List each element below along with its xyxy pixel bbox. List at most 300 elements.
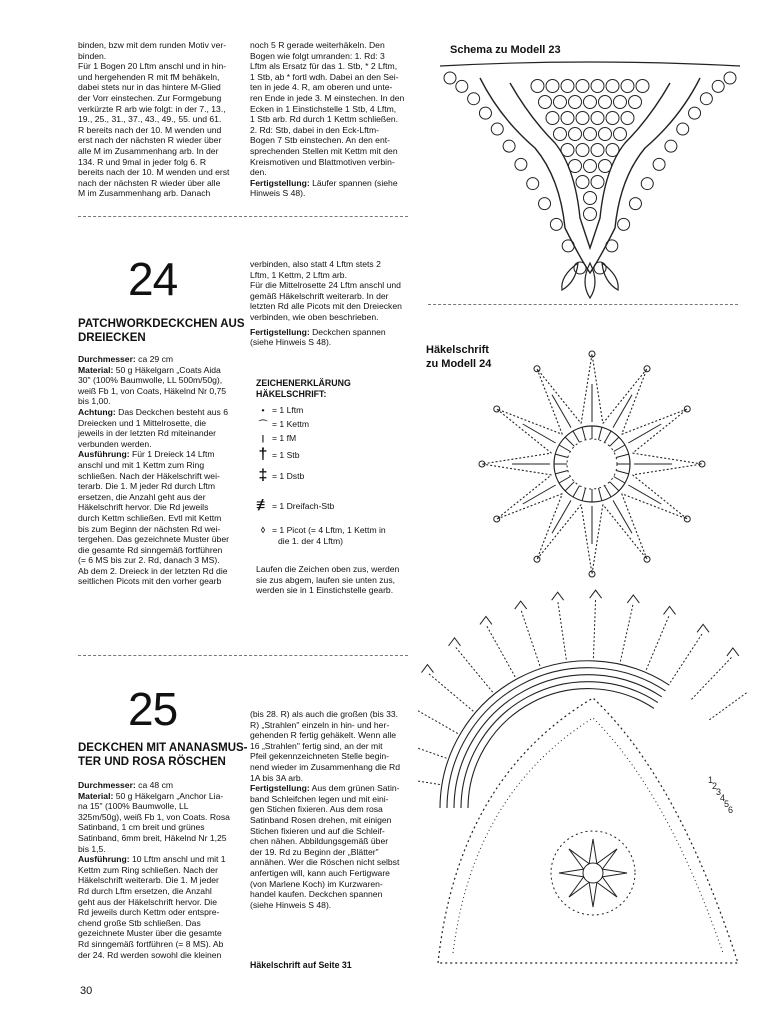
schema23-circle xyxy=(546,112,559,125)
field-text: Für 1 Dreieck 14 Lftm xyxy=(129,449,215,460)
schema23-circle xyxy=(569,128,582,141)
text-line xyxy=(250,178,408,189)
field-text: 50 g Häkelgarn „Coats Aida xyxy=(113,364,221,375)
field-text: gen Stichen fixieren. Aus dem rosa xyxy=(250,804,383,815)
schema23-circle xyxy=(636,80,649,93)
text-line: gemäß Häkelschrift weiterarb. In der xyxy=(250,290,389,301)
chart24-stitch xyxy=(598,488,601,501)
legend-symbol: ◊ xyxy=(260,525,266,535)
field-text: Rd jeweils durch Kettm oder entspre- xyxy=(78,907,220,918)
field-text: (siehe Hinweis S 48). xyxy=(250,899,332,910)
text-line xyxy=(78,886,234,897)
text-line xyxy=(78,502,234,513)
chart25-flower-ring xyxy=(551,831,635,915)
text-line: ren Ende in jede 3. M einstechen. In den xyxy=(250,92,405,103)
text-line xyxy=(78,513,234,524)
legend-symbol: ⌒ xyxy=(258,419,268,429)
model25-text-col2 xyxy=(250,709,408,910)
text-line xyxy=(78,928,234,939)
field-text: Häkelschrift hervor. Die Rd jeweils xyxy=(78,502,209,513)
schema23-bead xyxy=(444,72,456,84)
schema23-leaf xyxy=(602,263,618,290)
field-text: ersetzen, die Anzahl geht aus der xyxy=(78,491,206,502)
chart24-picot xyxy=(644,556,650,562)
schema23-circle xyxy=(621,80,634,93)
text-line xyxy=(78,365,234,376)
chart24-point xyxy=(497,475,563,519)
text-line xyxy=(250,826,408,837)
text-line xyxy=(78,545,234,556)
schema23-circle xyxy=(606,144,619,157)
schema23-bead xyxy=(468,93,480,105)
field-text: durch Kettm schließen. Evtl mit Kettm xyxy=(78,512,222,523)
text-line xyxy=(250,879,408,890)
text-line xyxy=(78,449,234,460)
text-line: dabei stets nur in das hintere M-Glied xyxy=(78,82,221,93)
text-line xyxy=(78,375,234,386)
field-text: gezeichnete Muster über die gesamte xyxy=(78,928,222,939)
chart24-stitch xyxy=(614,477,625,484)
schema23-circle xyxy=(614,96,627,109)
field-text: Das Deckchen besteht aus 6 xyxy=(115,406,228,417)
field-text: 325m/50g), weiß Fb 1, von Coats. Rosa xyxy=(78,811,230,822)
text-line: binden, bzw mit dem runden Motiv ver- xyxy=(78,40,227,50)
text-line xyxy=(78,844,234,855)
chart25-row-label: 2 xyxy=(712,781,718,791)
legend-symbol: | xyxy=(261,433,265,443)
schema23-circle xyxy=(606,80,619,93)
chart25-spike xyxy=(418,738,447,758)
chart24-stitch xyxy=(614,445,625,452)
schema23-circle xyxy=(591,112,604,125)
text-line xyxy=(78,460,234,471)
field-text: terarb. Die 1. M jeder Rd durch Lftm xyxy=(78,481,216,492)
chart25-spike xyxy=(709,685,748,720)
field-label: Material: xyxy=(78,364,114,375)
field-text: chend große Stb schließen. Das xyxy=(78,917,201,928)
text-line: alle M im Zusammenhang arb. In der xyxy=(78,145,219,156)
chart25-row-label: 6 xyxy=(728,805,734,815)
text-line: erst nach der nächsten R wieder über xyxy=(78,135,222,146)
schema23-bead xyxy=(653,158,665,170)
schema23-circle xyxy=(591,176,604,189)
text-line: Bogen wie folgt umranden: 1. Rd: 3 xyxy=(250,50,385,61)
text-line xyxy=(78,780,234,791)
legend-note xyxy=(256,564,412,596)
text-line: Lftm als Ersatz für das 1. Stb, * 2 Lftm, xyxy=(250,61,398,72)
text-line: Für 1 Bogen 20 Lftm anschl und in hin- xyxy=(78,61,227,72)
schema23-circle xyxy=(584,128,597,141)
text-line: Pfeil gekennzeichneten Stelle begin- xyxy=(250,751,390,762)
chart25-spike-tip xyxy=(664,606,676,614)
chart24-point xyxy=(537,494,581,560)
text-line xyxy=(78,576,234,587)
chart25-flower-center xyxy=(583,863,603,883)
schema23-bead xyxy=(479,107,491,119)
field-text: die gesamte Rd sinngemäß fortführen xyxy=(78,544,223,555)
model24-title-line1: PATCHWORKDECKCHEN AUS xyxy=(78,318,245,330)
chart25-flower-petal xyxy=(602,869,627,877)
chart25-spike xyxy=(558,600,567,659)
page-number: 30 xyxy=(80,985,93,997)
chart25-arc xyxy=(461,682,658,808)
schema23-bead xyxy=(515,158,527,170)
schema23-circle xyxy=(599,160,612,173)
field-text: band Schleifchen legen und mit eini- xyxy=(250,793,389,804)
schema23-circle xyxy=(554,96,567,109)
schema23-circle xyxy=(531,80,544,93)
text-line: 19., 25., 31., 37., 43., 49., 55. und 61. xyxy=(78,114,222,125)
schema23-bead xyxy=(503,140,515,152)
chart25-spike xyxy=(646,614,669,669)
field-text: weiß Fb 1, von Coats, Häkelnd Nr 0,75 xyxy=(78,385,227,396)
field-text: jeweils in der letzten Rd miteinander xyxy=(78,428,217,439)
schema23-circle xyxy=(599,96,612,109)
text-line xyxy=(78,428,234,439)
text-line: Ecken in 1 Einstichstelle 1 Stb, 4 Lftm, xyxy=(250,103,397,114)
chart24-point xyxy=(603,494,647,560)
model25-number: 25 xyxy=(128,683,178,735)
field-text: Kettm zum Ring schließen. Nach der xyxy=(78,864,218,875)
field-text: 50 g Häkelgarn „Anchor Lia- xyxy=(113,790,224,801)
field-text: Deckchen spannen xyxy=(312,326,386,337)
chart24-stitch xyxy=(616,470,629,473)
text-line: binden. xyxy=(78,50,107,61)
schema23-bead xyxy=(539,198,551,210)
text-line xyxy=(78,918,234,929)
chart25-spike xyxy=(427,673,473,712)
field-text: ca 29 cm xyxy=(135,354,174,364)
schema23-circle xyxy=(569,160,582,173)
schema23-bead xyxy=(712,80,724,92)
text-line xyxy=(78,907,234,918)
schema23-circle xyxy=(561,80,574,93)
text-line: verbinden, also statt 4 Lftm stets 2 xyxy=(250,259,381,269)
field-text: Ab dem 2. Dreieck in der letzten Rd die xyxy=(78,565,228,576)
field-label: Durchmesser: xyxy=(78,780,136,790)
schema23-bead xyxy=(618,218,630,230)
schema23-bead xyxy=(700,93,712,105)
chart24-stitch xyxy=(610,437,619,446)
text-line: Kreismotiven und Blattmotiven verbin- xyxy=(250,156,395,167)
text-line: 134. R und 9mal in jeder folg 6. R xyxy=(78,156,207,167)
chart24-stitch xyxy=(565,482,574,491)
legend-title-line1: ZEICHENERKLÄRUNG xyxy=(256,378,351,388)
text-line: 2. Rd: Stb, dabei in den Eck-Lftm- xyxy=(250,124,379,135)
field-label: Fertigstellung: xyxy=(250,326,310,337)
chart25-flower-petal xyxy=(559,869,584,877)
chart24-stitch xyxy=(555,454,568,457)
text-line xyxy=(78,822,234,833)
chart25-arc xyxy=(468,689,654,808)
chart25-spike-tip xyxy=(552,592,564,600)
text-line: sprechenden Stellen mit Kettm mit den xyxy=(250,145,398,156)
schema23-circle xyxy=(576,80,589,93)
text-line xyxy=(78,897,234,908)
chart24-inner-dots xyxy=(567,439,617,489)
text-line: 1 Stb arb. Rd durch 1 Kettm schließen. xyxy=(250,114,399,125)
schema23-circle xyxy=(584,160,597,173)
schema23-leaf xyxy=(562,263,578,290)
chart24-spoke xyxy=(552,500,571,533)
chart25-spike-tip xyxy=(515,601,527,609)
legend-text: = 1 Dstb xyxy=(272,471,305,481)
model25-title-line1: DECKCHEN MIT ANANASMUS- xyxy=(78,742,248,754)
chart25-wedge-inner xyxy=(453,718,726,953)
chart25-spike-tip xyxy=(590,590,602,598)
schema23-bead xyxy=(562,240,574,252)
text-line: und hergehenden R mit fM behäkeln, xyxy=(78,71,220,82)
text-line: R) „Strahlen" einzeln in hin- und her- xyxy=(250,719,390,730)
field-text: bis zum Beginn der nächsten Rd wei- xyxy=(78,523,221,534)
legend-symbol: • xyxy=(261,405,265,415)
schema23-bead xyxy=(527,178,539,190)
chart25-spike xyxy=(486,624,515,676)
text-line xyxy=(78,354,234,365)
chart24-picot xyxy=(534,366,540,372)
text-line: letzten Rd alle Picots mit den Dreiecken xyxy=(250,301,402,312)
chart25-spike xyxy=(455,646,493,692)
text-line: 1 Stb, ab * fortl wdh. Dabei an den Sei- xyxy=(250,71,399,82)
text-line xyxy=(250,847,408,858)
field-text: anschl und mit 1 Kettm zum Ring xyxy=(78,459,205,470)
text-line xyxy=(250,327,408,338)
field-text: Satinband, 1 cm breit und grünes xyxy=(78,822,205,833)
schema23-circle xyxy=(591,80,604,93)
chart25-spike-tip xyxy=(449,638,461,646)
chart25-arc xyxy=(454,675,662,808)
field-text: Stichen fixieren und auf die Schleif- xyxy=(250,825,385,836)
text-line xyxy=(250,868,408,879)
chart24-picot xyxy=(644,366,650,372)
text-line xyxy=(78,481,234,492)
field-text: chen nähen. Abbildungsgemäß über xyxy=(250,836,389,847)
chart24-picot xyxy=(494,406,500,412)
chart24-picot xyxy=(534,556,540,562)
field-text: Läufer spannen (siehe xyxy=(309,177,398,188)
chart25-row-label: 5 xyxy=(724,799,730,809)
text-line xyxy=(78,801,234,812)
field-text: Häkelschrift weiterarb. Die 1. M jeder xyxy=(78,875,219,886)
field-text: 10 Lftm anschl und mit 1 xyxy=(129,854,226,865)
field-text: seitlichen Picots mit den vorher gearb xyxy=(78,576,222,587)
text-line: nend wieder im Zusammenhang die Rd xyxy=(250,761,400,772)
field-text: verbunden werden. xyxy=(78,438,152,449)
chart24-spoke xyxy=(523,424,556,443)
text-line: 1A bis 3A arb. xyxy=(250,772,304,783)
schema23-circle xyxy=(621,112,634,125)
field-label: Ausführung: xyxy=(78,449,130,460)
text-line xyxy=(250,783,408,794)
field-text: Satinband Rosen drehen, mit einigen xyxy=(250,814,392,825)
text-line xyxy=(78,791,234,802)
text-line: M im Zusammenhang arb. Danach xyxy=(78,188,211,199)
text-line: der Vorr einstechen. Zur Formgebung xyxy=(78,92,222,103)
text-line xyxy=(78,407,234,418)
chart24-point xyxy=(497,409,563,453)
text-line: Lftm, 1 Kettm, 2 Lftm arb. xyxy=(250,269,347,280)
schema23-bead xyxy=(491,123,503,135)
text-line: (bis 28. R) als auch die großen (bis 33. xyxy=(250,709,399,719)
chart24-stitch xyxy=(616,454,629,457)
text-line xyxy=(78,396,234,407)
schema23-bead xyxy=(677,123,689,135)
model25-text-col1 xyxy=(78,780,234,960)
field-label: Fertigstellung: xyxy=(250,177,310,188)
schema23-circle xyxy=(539,96,552,109)
schema23-circle xyxy=(561,112,574,125)
text-line xyxy=(78,566,234,577)
model24-title-line2: DREIECKEN xyxy=(78,332,146,344)
field-text: 30" (100% Baumwolle, LL 500m/50g), xyxy=(78,375,223,386)
text-line xyxy=(78,492,234,503)
text-line: verbinden, wie oben beschrieben. xyxy=(250,311,379,322)
chart25-spike xyxy=(691,656,732,699)
text-line xyxy=(78,833,234,844)
chart24-picot xyxy=(684,406,690,412)
chart24-stitch xyxy=(582,488,585,501)
schema23-bead xyxy=(456,80,468,92)
legend-text: = 1 Picot (= 4 Lftm, 1 Kettm in xyxy=(272,525,386,535)
schema23-circle xyxy=(584,208,597,221)
chart24-stitch xyxy=(598,427,601,440)
field-text: geht aus der Häkelschrift hervor. Die xyxy=(78,896,217,907)
text-line xyxy=(78,555,234,566)
text-line: ten in jede 4. R, am oberen und unte- xyxy=(250,82,393,93)
text-line: verkürzte R arb wie folgt: in der 7., 13., xyxy=(78,103,226,114)
stitch-legend xyxy=(256,405,416,555)
chart25-spike-tip xyxy=(627,595,639,603)
field-text: Rd sinngemäß fortführen (= 8 MS). Ab xyxy=(78,938,224,949)
field-label: Material: xyxy=(78,790,114,801)
text-line xyxy=(78,524,234,535)
legend-text: = 1 Kettm xyxy=(272,419,310,429)
chart25-diagram xyxy=(418,578,748,978)
schema23-inner-outline xyxy=(510,83,670,248)
schema23-diagram xyxy=(440,58,740,303)
legend-symbol: ≢ xyxy=(256,497,272,514)
model23-text-col1 xyxy=(78,40,234,199)
separator-right-mid xyxy=(428,304,738,305)
schema23-bead xyxy=(641,178,653,190)
legend-symbol: † xyxy=(258,446,268,463)
chart24-stitch xyxy=(559,477,570,484)
field-text: schließen. Nach der Häkelschrift wei- xyxy=(78,470,220,481)
chart25-row-label: 3 xyxy=(716,787,722,797)
field-text: Rd durch Lftm ersetzen, die Anzahl xyxy=(78,885,212,896)
text-line xyxy=(250,836,408,847)
text-line: noch 5 R gerade weiterhäkeln. Den xyxy=(250,40,385,50)
schema23-bead xyxy=(665,140,677,152)
chart24-stitch xyxy=(559,445,570,452)
text-line: Für die Mittelrosette 24 Lftm anschl und xyxy=(250,280,401,291)
model24-text-col2 xyxy=(250,259,408,348)
text-line xyxy=(78,534,234,545)
chart25-spike-tip xyxy=(421,665,433,673)
text-line xyxy=(78,854,234,865)
field-text: der 24. Rd werden sowohl die kleinen xyxy=(78,949,222,960)
field-label: Durchmesser: xyxy=(78,354,136,364)
field-text: Aus dem grünen Satin- xyxy=(309,783,400,794)
text-line: Laufen die Zeichen oben zus, werden xyxy=(256,564,400,574)
legend-text: = 1 Lftm xyxy=(272,405,304,415)
chart24-picot xyxy=(684,516,690,522)
field-text: anfertigen will, kann auch Fertigware xyxy=(250,867,390,878)
chart25-spike xyxy=(521,609,540,666)
text-line: (siehe Hinweis S 48). xyxy=(250,337,332,348)
schema23-circle xyxy=(576,112,589,125)
text-line: bereits nach der 10. M wenden und erst xyxy=(78,167,230,178)
field-label: Ausführung: xyxy=(78,854,130,865)
schema23-circle xyxy=(576,144,589,157)
text-line: gehenden R fertig gehäkelt. Wenn alle xyxy=(250,730,397,741)
field-text: bis 1,00. xyxy=(78,396,111,407)
field-label: Fertigstellung: xyxy=(250,783,310,794)
field-label: Achtung: xyxy=(78,406,116,417)
separator-top-left xyxy=(78,216,408,217)
text-line xyxy=(78,418,234,429)
model24-number: 24 xyxy=(128,253,178,305)
chart24-stitch xyxy=(605,486,612,497)
text-line: Hinweis S 48). xyxy=(250,188,306,199)
chart25-spike xyxy=(593,598,595,658)
legend-text: = 1 fM xyxy=(272,433,297,443)
text-line xyxy=(78,950,234,961)
chart25-row-label: 1 xyxy=(708,775,714,785)
field-text: Satinband, 6mm breit, Häkelnd Nr 1,25 xyxy=(78,832,227,843)
schema23-bead xyxy=(606,240,618,252)
chart24-stitch xyxy=(605,431,612,442)
model23-text-col2 xyxy=(250,40,408,199)
text-line: 16 „Strahlen" fertig sind, an der mit xyxy=(250,740,383,751)
chart25-spike-tip xyxy=(480,616,492,624)
legend-symbol: ‡ xyxy=(258,467,268,484)
model25-chart-reference: Häkelschrift auf Seite 31 xyxy=(250,960,352,970)
text-line xyxy=(78,471,234,482)
field-text: ca 48 cm xyxy=(135,780,174,790)
chart24-title-line1: Häkelschrift xyxy=(426,344,489,356)
model24-text-col1 xyxy=(78,354,234,587)
chart24-point xyxy=(603,369,647,435)
text-line: nach der nächsten R wieder über alle xyxy=(78,177,221,188)
text-line xyxy=(78,439,234,450)
text-line xyxy=(250,857,408,868)
chart24-stitch xyxy=(573,431,580,442)
text-line xyxy=(250,815,408,826)
text-line xyxy=(78,939,234,950)
text-line xyxy=(250,900,408,911)
schema23-circle xyxy=(606,112,619,125)
text-line: Bogen 7 Stb einstechen. An den ent- xyxy=(250,135,390,146)
chart24-stitch xyxy=(565,437,574,446)
field-text: der 19. Rd zu Beginn der „Blätter" xyxy=(250,846,379,857)
schema23-circle xyxy=(561,144,574,157)
text-line xyxy=(250,804,408,815)
chart25-arc xyxy=(447,668,666,808)
chart24-picot xyxy=(494,516,500,522)
field-text: (= 6 MS bis zur 2. Rd, danach 3 MS). xyxy=(78,555,220,566)
chart25-spike-tip xyxy=(697,624,709,632)
chart24-stitch xyxy=(555,470,568,473)
schema23-circle xyxy=(546,80,559,93)
schema23-bead xyxy=(629,198,641,210)
schema23-circle xyxy=(591,144,604,157)
legend-text: die 1. der 4 Lftm) xyxy=(278,536,343,546)
chart25-spike-tip xyxy=(727,648,739,656)
model25-title-line2: TER UND ROSA RÖSCHEN xyxy=(78,756,226,768)
legend-title-line2: HÄKELSCHRIFT: xyxy=(256,389,327,399)
text-line: werden sie in 1 Einstichstelle gearb. xyxy=(256,585,394,596)
